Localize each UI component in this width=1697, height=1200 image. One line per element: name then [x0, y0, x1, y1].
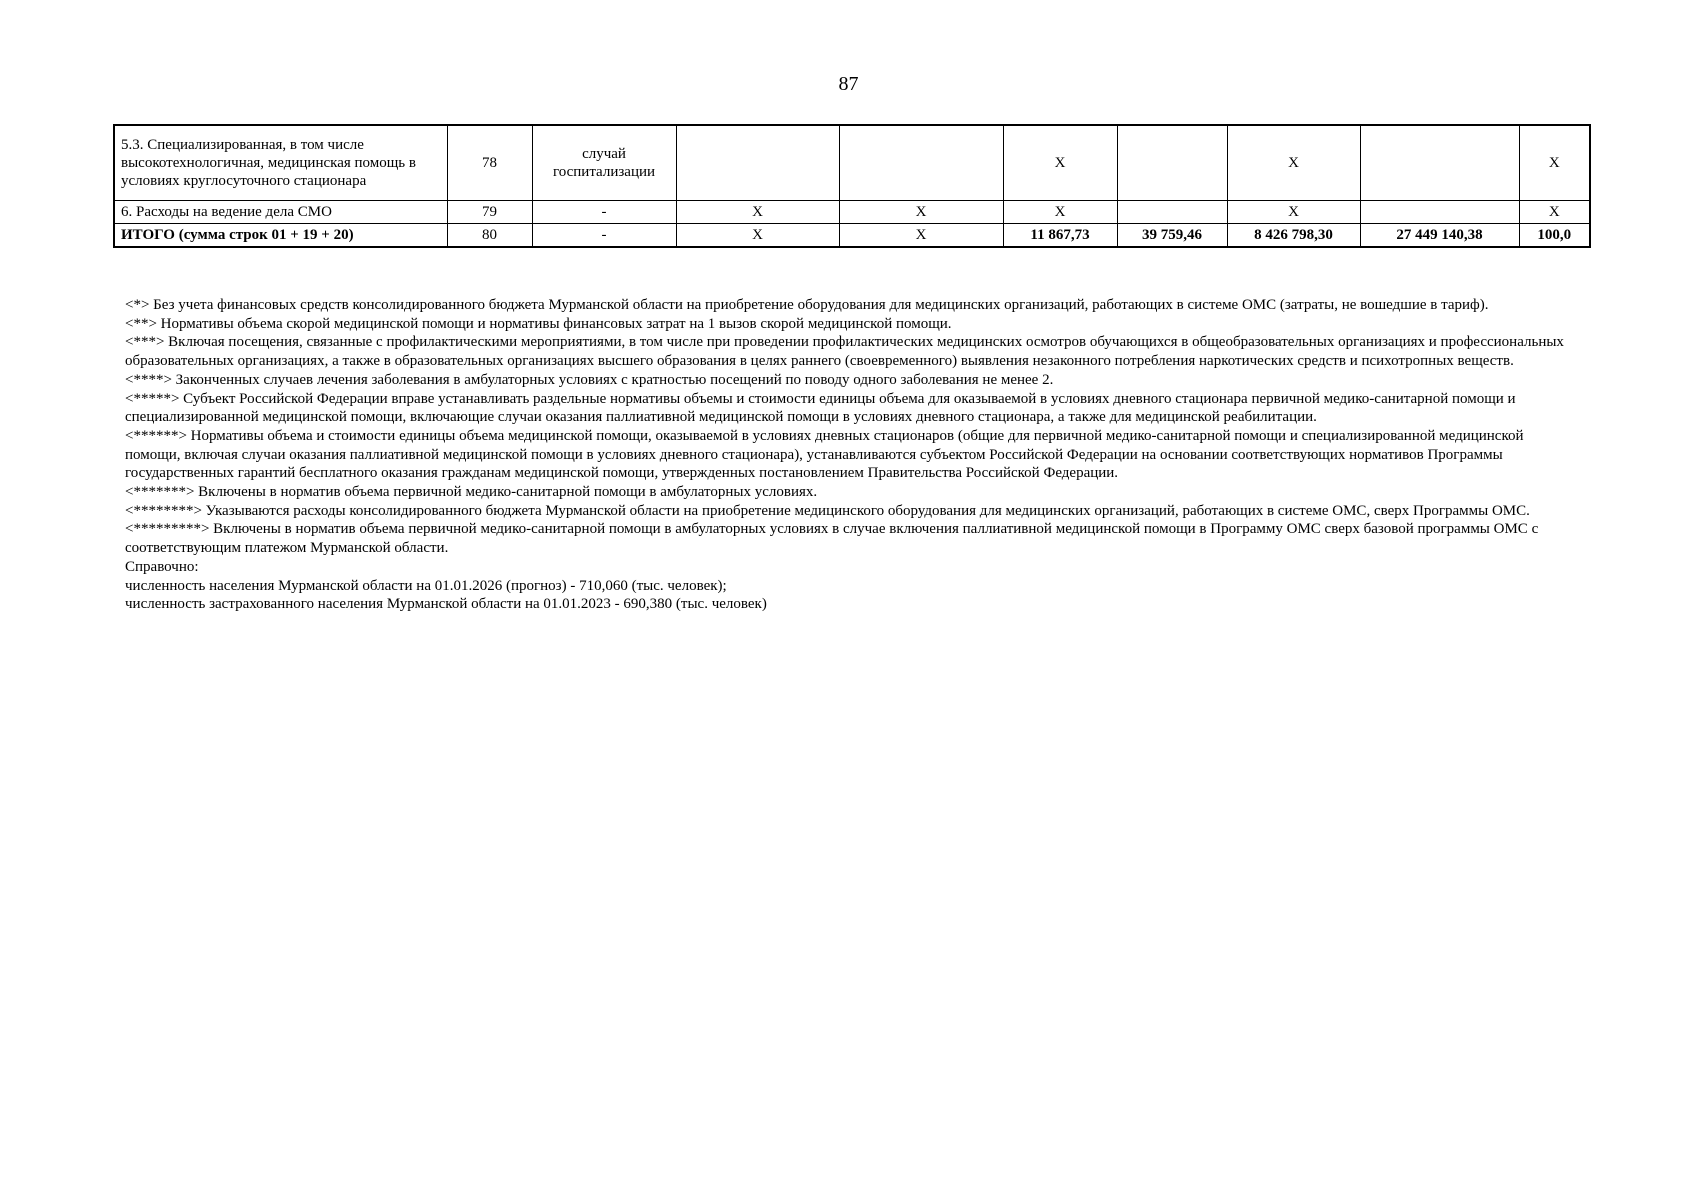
footnotes — [125, 296, 1575, 614]
footnote: <*> Без учета финансовых средств консолидированного бюджета Мурманской области на приобретение оборудования для медицинских организаций, работающих в системе ОМС (затраты, не вошедшие в тариф). — [125, 297, 1489, 313]
total-name-cell: ИТОГО (сумма строк 01 + 19 + 20) — [114, 224, 447, 248]
total-value-cell: 100,0 — [1519, 224, 1590, 248]
footnote: <******> Нормативы объема и стоимости единицы объема медицинской помощи, оказываемой в условиях дневных стационаров (общие для первичной медико-санитарной помощи и специализированной медицинской помощи, включая случаи оказания паллиативной медицинской помощи в условиях дневного стационара), устанавливаются субъектом Российской Федерации на основании соответствующих нормативов Программы государственных гарантий бесплатного оказания гражданам медицинской помощи, утвержденных постановлением Правительства Российской Федерации. — [125, 427, 1524, 482]
footnote: <*******> Включены в норматив объема первичной медико-санитарной помощи в амбулаторных условиях. — [125, 484, 818, 501]
row-unit-cell: - — [532, 224, 676, 248]
value-cell — [676, 125, 839, 201]
row-unit-cell: случай госпитализации — [532, 125, 676, 201]
value-cell: X — [1227, 125, 1360, 201]
total-value-cell: 11 867,73 — [1003, 224, 1117, 248]
footnote: <***> Включая посещения, связанные с профилактическими мероприятиями, в том числе при проведении профилактических медицинских осмотров обучающихся в общеобразовательных организациях и профессиональных образовательных организациях, а также в образовательных организациях высшего образования в целях раннего (своевременного) выявления незаконного потребления наркотических средств и психотропных веществ. — [125, 334, 1564, 370]
row-name-cell: 5.3. Специализированная, в том числе высокотехнологичная, медицинская помощь в условиях круглосуточного стационара — [114, 125, 447, 201]
value-cell: X — [839, 224, 1003, 248]
value-cell: X — [1519, 125, 1590, 201]
total-value-cell: 8 426 798,30 — [1227, 224, 1360, 248]
footnote: <*****> Субъект Российской Федерации вправе устанавливать раздельные нормативы объемы и стоимости единицы объема для оказываемой в условиях дневного стационара первичной медико-санитарной помощи и специализированной медицинской помощи, включающие случаи оказания паллиативной медицинской помощи в условиях дневного стационара, а также для медицинской реабилитации. — [125, 390, 1516, 426]
table-row — [114, 201, 1590, 224]
value-cell: X — [1519, 201, 1590, 224]
reference-line: численность населения Мурманской области на 01.01.2026 (прогноз) - 710,060 (тыс. человек); — [125, 577, 727, 594]
footnote: <**> Нормативы объема скорой медицинской помощи и нормативы финансовых затрат на 1 вызов скорой медицинской помощи. — [125, 315, 952, 332]
row-code-cell: 80 — [447, 224, 532, 248]
table-total-row — [114, 224, 1590, 248]
value-cell — [839, 125, 1003, 201]
value-cell — [1117, 125, 1227, 201]
reference-line: численность застрахованного населения Мурманской области на 01.01.2023 - 690,380 (тыс. человек) — [125, 596, 767, 613]
row-code-cell: 78 — [447, 125, 532, 201]
value-cell: X — [1227, 201, 1360, 224]
value-cell: X — [676, 201, 839, 224]
value-cell — [1360, 125, 1519, 201]
value-cell: X — [1003, 125, 1117, 201]
footnote: <********> Указываются расходы консолидированного бюджета Мурманской области на приобретение медицинского оборудования для медицинских организаций, работающих в системе ОМС, сверх Программы ОМС. — [125, 502, 1530, 519]
financial-table — [113, 124, 1591, 248]
total-value-cell: 27 449 140,38 — [1360, 224, 1519, 248]
value-cell — [1117, 201, 1227, 224]
table-row — [114, 125, 1590, 201]
footnote: <****> Законченных случаев лечения заболевания в амбулаторных условиях с кратностью посещений по поводу одного заболевания не менее 2. — [125, 371, 1054, 388]
row-name-cell: 6. Расходы на ведение дела СМО — [114, 201, 447, 224]
page-number: 87 — [838, 73, 859, 95]
value-cell: X — [839, 201, 1003, 224]
row-unit-cell: - — [532, 201, 676, 224]
reference-heading: Справочно: — [125, 558, 199, 575]
value-cell — [1360, 201, 1519, 224]
total-value-cell: 39 759,46 — [1117, 224, 1227, 248]
row-code-cell: 79 — [447, 201, 532, 224]
value-cell: X — [676, 224, 839, 248]
value-cell: X — [1003, 201, 1117, 224]
footnote: <*********> Включены в норматив объема первичной медико-санитарной помощи в амбулаторных условиях в случае включения паллиативной медицинской помощи в Программу ОМС сверх базовой программы ОМС с соответствующим платежом Мурманской области. — [125, 521, 1539, 557]
